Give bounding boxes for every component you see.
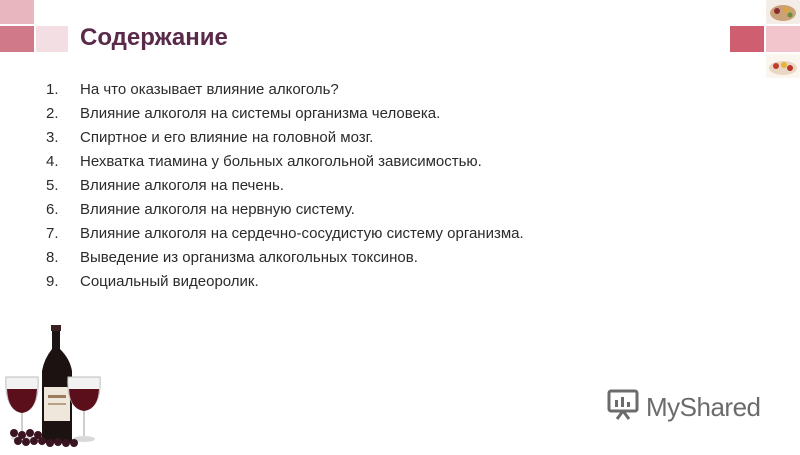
list-item xyxy=(46,222,524,246)
list-item-number: 7. xyxy=(46,225,59,242)
list-item-text: На что оказывает влияние алкоголь? xyxy=(80,81,339,98)
list-item xyxy=(46,198,524,222)
contents-list xyxy=(46,78,524,294)
list-item xyxy=(46,150,524,174)
list-item-number: 6. xyxy=(46,201,59,218)
deco-square-4 xyxy=(730,26,764,52)
list-item xyxy=(46,102,524,126)
list-item-number: 8. xyxy=(46,249,59,266)
list-item xyxy=(46,270,524,294)
list-item xyxy=(46,174,524,198)
list-item-text: Спиртное и его влияние на головной мозг. xyxy=(80,129,374,146)
food-photo-top xyxy=(766,0,800,24)
list-item-number: 1. xyxy=(46,81,59,98)
deco-square-1 xyxy=(0,0,34,24)
watermark-text: MyShared xyxy=(646,392,761,422)
list-item-text: Влияние алкоголя на системы организма человека. xyxy=(80,105,441,122)
page-title: Содержание xyxy=(80,24,228,51)
list-item-text: Социальный видеоролик. xyxy=(80,273,259,290)
list-item-text: Выведение из организма алкогольных токсинов. xyxy=(80,249,418,266)
food-photo-bottom xyxy=(766,54,800,78)
list-item xyxy=(46,78,524,102)
list-item xyxy=(46,246,524,270)
wine-illustration xyxy=(0,325,110,450)
deco-square-3 xyxy=(36,26,68,52)
list-item-number: 9. xyxy=(46,273,59,290)
deco-square-5 xyxy=(766,26,800,52)
myshared-watermark xyxy=(606,388,761,427)
list-item-text: Нехватка тиамина у больных алкогольной зависимостью. xyxy=(80,153,482,170)
list-item-number: 4. xyxy=(46,153,59,170)
list-item-number: 2. xyxy=(46,105,59,122)
presentation-board-icon xyxy=(606,388,640,427)
list-item-text: Влияние алкоголя на сердечно-сосудистую систему организма. xyxy=(80,225,524,242)
list-item-number: 3. xyxy=(46,129,59,146)
list-item-number: 5. xyxy=(46,177,59,194)
list-item-text: Влияние алкоголя на печень. xyxy=(80,177,284,194)
list-item-text: Влияние алкоголя на нервную систему. xyxy=(80,201,355,218)
list-item xyxy=(46,126,524,150)
deco-square-2 xyxy=(0,26,34,52)
